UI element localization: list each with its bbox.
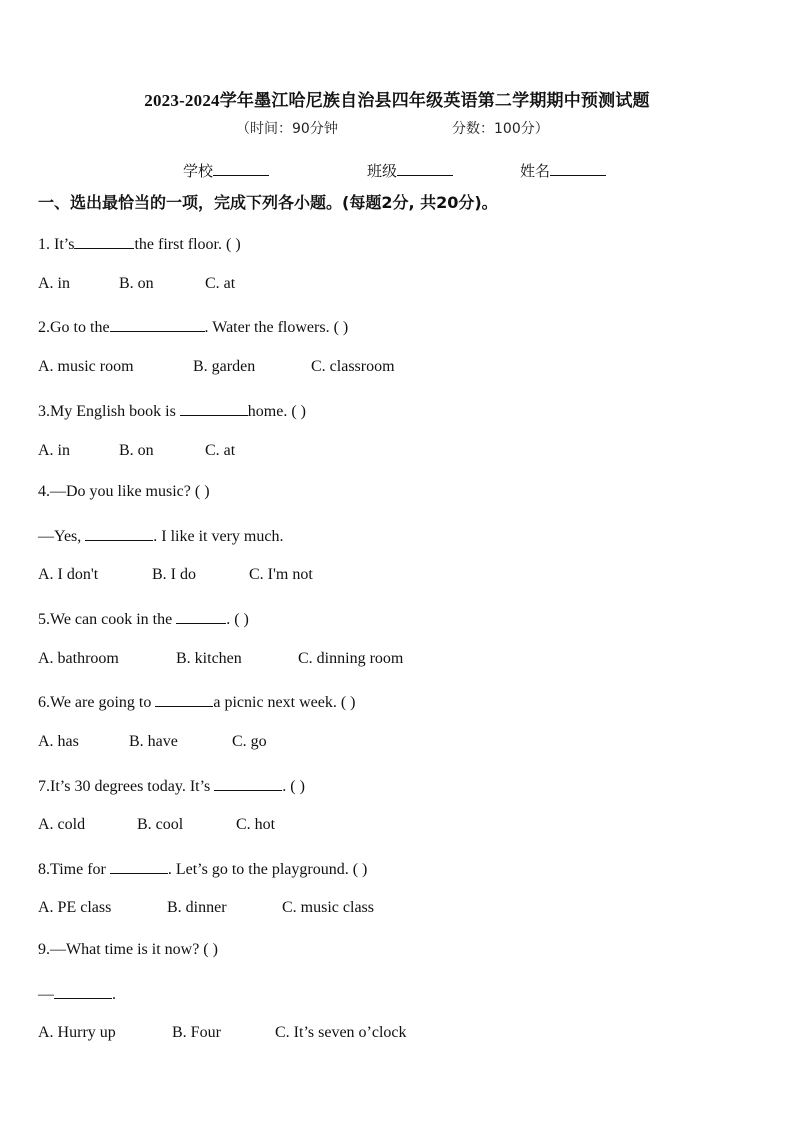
option-c[interactable]: C. dinning room <box>298 650 404 667</box>
name-blank[interactable] <box>550 161 606 176</box>
answer-blank[interactable] <box>155 691 213 707</box>
option-c[interactable]: C. go <box>232 733 267 750</box>
question-text: 6.We are going to <box>38 694 152 711</box>
option-a[interactable]: A. I don't <box>38 566 99 583</box>
question-2 <box>38 316 348 337</box>
question-text: . Water the flowers. ( ) <box>204 319 349 336</box>
question-7 <box>38 775 305 796</box>
option-a[interactable]: A. cold <box>38 816 86 833</box>
option-c[interactable]: C. at <box>205 275 236 292</box>
answer-blank[interactable] <box>180 400 248 416</box>
options-3 <box>38 442 235 460</box>
class-blank[interactable] <box>397 161 453 176</box>
question-text: 4.—Do you like music? ( ) <box>38 483 210 500</box>
question-4 <box>38 483 210 501</box>
question-text: 9.—What time is it now? ( ) <box>38 941 218 958</box>
question-text: 3.My English book is <box>38 403 176 420</box>
options-1 <box>38 275 235 293</box>
question-4-reply <box>38 525 283 546</box>
options-5 <box>38 650 403 668</box>
option-c[interactable]: C. classroom <box>311 358 395 375</box>
option-c[interactable]: C. It’s seven o’clock <box>275 1024 407 1041</box>
option-b[interactable]: B. dinner <box>167 899 227 916</box>
question-6 <box>38 691 356 712</box>
option-a[interactable]: A. music room <box>38 358 134 375</box>
answer-blank[interactable] <box>110 316 205 332</box>
question-8 <box>38 858 367 879</box>
question-9 <box>38 941 218 959</box>
question-text: — <box>38 986 54 1003</box>
class-label: 班级 <box>367 162 398 180</box>
school-label: 学校 <box>183 162 214 180</box>
question-3 <box>38 400 306 421</box>
question-1 <box>38 233 241 254</box>
option-c[interactable]: C. at <box>205 442 236 459</box>
answer-blank[interactable] <box>176 608 226 624</box>
options-2 <box>38 358 395 376</box>
option-a[interactable]: A. has <box>38 733 79 750</box>
name-label: 姓名 <box>520 162 551 180</box>
option-b[interactable]: B. Four <box>172 1024 221 1041</box>
question-9-reply <box>38 983 116 1004</box>
options-8 <box>38 899 374 917</box>
question-text: 7.It’s 30 degrees today. It’s <box>38 778 211 795</box>
answer-blank[interactable] <box>54 983 112 999</box>
answer-blank[interactable] <box>214 775 282 791</box>
question-text: home. ( ) <box>247 403 306 420</box>
option-a[interactable]: A. PE class <box>38 899 112 916</box>
score-label: 分数：100分） <box>452 121 549 137</box>
question-text: . I like it very much. <box>153 528 284 545</box>
class-field[interactable] <box>367 160 453 181</box>
section-title: 一、选出最恰当的一项，完成下列各小题。(每题2分, 共20分)。 <box>38 193 498 212</box>
option-a[interactable]: A. in <box>38 275 70 292</box>
options-7 <box>38 816 275 834</box>
question-5 <box>38 608 249 629</box>
answer-blank[interactable] <box>110 858 168 874</box>
question-text: . <box>112 986 116 1003</box>
question-text: . ( ) <box>282 778 305 795</box>
question-text: 5.We can cook in the <box>38 611 173 628</box>
option-b[interactable]: B. kitchen <box>176 650 242 667</box>
question-text: the first floor. ( ) <box>134 236 241 253</box>
question-text: . Let’s go to the playground. ( ) <box>167 861 368 878</box>
answer-blank[interactable] <box>85 525 153 541</box>
options-6 <box>38 733 267 751</box>
options-4 <box>38 566 313 584</box>
answer-blank[interactable] <box>74 233 134 249</box>
question-text: 8.Time for <box>38 861 106 878</box>
option-c[interactable]: C. hot <box>236 816 276 833</box>
exam-title: 2023-2024学年墨江哈尼族自治县四年级英语第二学期期中预测试题 <box>144 91 650 110</box>
option-b[interactable]: B. garden <box>193 358 256 375</box>
question-text: 1. It’s <box>38 236 75 253</box>
option-a[interactable]: A. bathroom <box>38 650 119 667</box>
school-blank[interactable] <box>213 161 269 176</box>
name-field[interactable] <box>520 160 606 181</box>
question-text: 2.Go to the <box>38 319 110 336</box>
options-9 <box>38 1024 407 1042</box>
question-text: —Yes, <box>38 528 82 545</box>
school-field[interactable] <box>183 160 269 181</box>
question-text: a picnic next week. ( ) <box>213 694 356 711</box>
option-c[interactable]: C. music class <box>282 899 374 916</box>
option-b[interactable]: B. on <box>119 275 154 292</box>
option-c[interactable]: C. I'm not <box>249 566 313 583</box>
option-a[interactable]: A. in <box>38 442 70 459</box>
time-label: （时间：90分钟 <box>236 121 338 137</box>
option-b[interactable]: B. on <box>119 442 154 459</box>
option-b[interactable]: B. cool <box>137 816 184 833</box>
question-text: . ( ) <box>226 611 249 628</box>
option-a[interactable]: A. Hurry up <box>38 1024 116 1041</box>
option-b[interactable]: B. have <box>129 733 178 750</box>
option-b[interactable]: B. I do <box>152 566 196 583</box>
